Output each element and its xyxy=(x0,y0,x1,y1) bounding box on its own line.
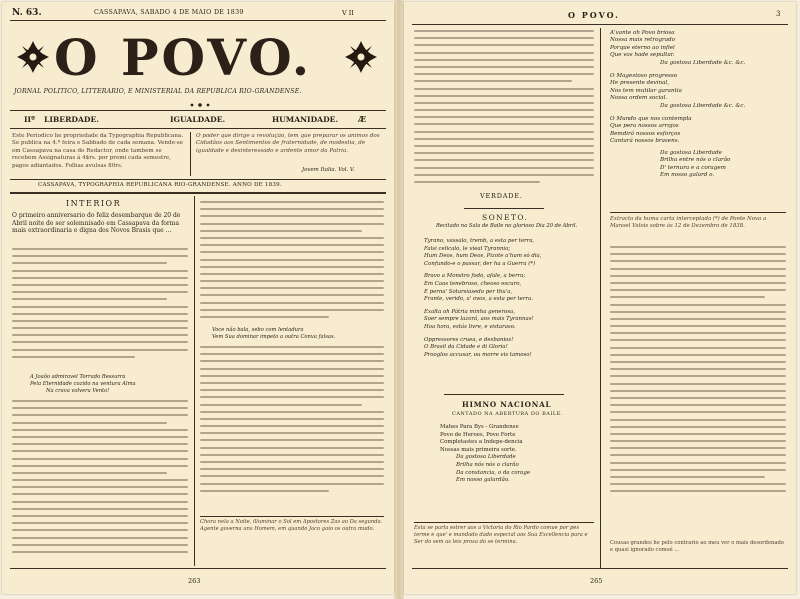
hymn-subtitle: CANTADO NA ABERTURA DO BAILE. xyxy=(452,411,563,417)
imprint-line: CASSAPAVA, TYPOGRAPHIA REPUBLICANA RIO-GRANDENSE. ANNO DE 1839. xyxy=(38,182,282,188)
sonnet-line: E perna' Sotarsiasedo per thu'a, xyxy=(424,288,513,295)
footnote: Chora nela a Noite, illuminar o Sol em Apostores Zas ao Da segunda. Agente governa uns Homem, em quando Jaco gaio os outra mudo. xyxy=(200,519,383,532)
section-title-interior: INTERIOR xyxy=(66,199,122,208)
lead-paragraph: O primeiro anniversario do feliz desembarque de 20 de Abril noite de ser solemnisado em Cassapava da forma mais extraordinaria e digna dos Novos Brasis que ... xyxy=(12,212,181,235)
book-gutter xyxy=(394,0,404,599)
sonnet-line: Hoa hora, estás livre, e vistaraso. xyxy=(424,323,516,330)
sonnet-line: Exalta oh Pátria minha generosa, xyxy=(424,308,515,315)
motto-equality: IGUALDADE. xyxy=(170,115,226,124)
verse-line: Voce não bala, sebo com lentadura xyxy=(212,327,304,333)
epigraph: O poder que dirige a revolução, tem que preparar os animos dos Cidadãos aos Sentimentos de fraternidade, de modestia, de igualdade e desinteressado e ardente amor da Patria. xyxy=(196,133,380,154)
body-text-block xyxy=(200,201,384,323)
ode-line: Cantará nossos brasens. xyxy=(610,138,680,145)
hymn-line: Brilha nós nós o clarão xyxy=(456,461,519,468)
sonnet-line: Frante, verido, a' ovos, a esta per terra. xyxy=(424,296,533,303)
masthead-subtitle: JORNAL POLITICO, LITTERARIO, E MINISTERIAL DA REPUBLICA RIO-GRANDENSE. xyxy=(14,88,302,95)
ode-line: Nos tem mutilar garantia xyxy=(610,87,682,94)
body-text-block xyxy=(12,248,188,363)
ode-line: Da gostosa Liberdade xyxy=(660,149,722,156)
ode-line: He presente devinal, xyxy=(610,80,669,87)
sonnet-line: O Brasil da Cidade e di Gloria! xyxy=(424,344,508,351)
hymn-line: Em nosso galardão. xyxy=(456,477,510,484)
body-text-block xyxy=(12,400,188,558)
sonnet-body xyxy=(424,238,594,359)
ode-refrain: Da gostosa Liberdade &c. &c. xyxy=(660,59,746,66)
letter-intro: Extracto da huma carta interceptada (*) de Ponte Nova a Manoel Valois sobre ás 12 de Dezembro de 1838. xyxy=(610,216,767,230)
hymn-line: Nossas mais primeira sorte. xyxy=(440,446,517,453)
volume-number: V II xyxy=(342,9,354,17)
page-number: 265 xyxy=(590,577,603,585)
right-page xyxy=(404,2,796,594)
verse-line: Na crava volvera Vento! xyxy=(46,388,110,394)
sonnet-line: Oppressores cruea, e desbanios! xyxy=(424,336,514,343)
ode-line: Que vos hade sepultar. xyxy=(610,52,675,59)
page-mark: 3 xyxy=(776,10,781,18)
sonnet-line: Hum Deos, hum Deos, Pizote a'hum só dia, xyxy=(424,253,542,260)
ode-line: Brilha entre nós o clarão xyxy=(660,157,731,164)
hymn-body xyxy=(440,424,590,485)
running-header: O POVO. xyxy=(568,10,620,20)
left-page xyxy=(2,2,394,594)
motto-liberty: LIBERDADE. xyxy=(44,115,99,124)
hymn-line: Completastes a Indepe-dencia xyxy=(440,439,523,446)
ornament-dots-icon xyxy=(188,101,212,109)
ode-line: Nossa mais retrogrado xyxy=(610,37,676,44)
hymn-line: Da constancia, o da corage xyxy=(456,469,531,476)
ode-line: A'vante oh Povo briosa xyxy=(610,30,675,36)
sonnet-line: Falsi celicalo, le vieal Tyrannia; xyxy=(424,245,511,252)
sonnet-subtitle: Recitado na Sala de Baile no glorioso Dia 20 de Abril. xyxy=(436,223,578,229)
hymn-title: HIMNO NACIONAL xyxy=(462,400,552,409)
letter-footnote: Cousas grandes he pelo contrario ao meu ver o mais desordenado e quasi ignorado comoé ... xyxy=(610,540,784,553)
hymn-line: Povo de Heroes, Povo Forte xyxy=(440,431,516,438)
ode-line: O Mundo que nos contempla xyxy=(610,116,692,123)
sonnet-line: Soer sempre lazorá, aos mais Tyrannas! xyxy=(424,316,534,323)
ode-line: Bemdirá nossos esforços xyxy=(610,130,681,137)
ornament-star-icon xyxy=(16,40,50,74)
ode-line: D' ternura e a coragem xyxy=(660,164,726,171)
ode-line: Porque eterno ao infiel xyxy=(610,44,675,51)
hymn-line: Da gostosa Liberdade xyxy=(456,454,516,461)
motto-humanity: HUMANIDADE. xyxy=(272,115,339,124)
hymn-line: Mahes Para Bys - Grandense xyxy=(440,424,519,430)
ode-stanza xyxy=(610,30,786,179)
sonnet-line: Bravo a Monstro fodo, afale, a berra; xyxy=(424,273,526,280)
verse-line: Vem Sua dominar impeto a outra Conva falsas. xyxy=(212,334,336,340)
dateline: CASSAPAVA, SABADO 4 DE MAIO DE 1839 xyxy=(94,9,244,16)
masthead-title: O POVO. xyxy=(54,28,313,87)
sonnet-title: SONETO. xyxy=(482,213,529,222)
verse-line: A Joaõo admiravel Torrado Ressurra xyxy=(30,374,126,380)
sonnet-line: Confundo-e o passar, der ha a Guerra (*) xyxy=(424,260,536,267)
body-text-block xyxy=(200,346,384,497)
signature-verdade: VERDADE. xyxy=(480,192,523,200)
motto-mark: Æ xyxy=(358,114,367,124)
sonnet-line: Prooglos accusar, ou morre vis tamoso! xyxy=(424,351,532,358)
sonnet-line: Tyrano, vassalo, tremb, a esta per terra, xyxy=(424,238,535,244)
body-text-block xyxy=(414,30,594,188)
ode-line: Nossa ordem social. xyxy=(610,95,668,102)
subscription-notice: Este Periodico he propriedade da Typographia Republicana. Se publica na 4.ª feira e Sabbado de cada semana. Vende-se em Cassapava na casa do Redactor, onde tambem se recebem Assignaturas á 4$rs. por premi cada semestre, pagos adiantados. Folhas avulsas 80rs. xyxy=(12,133,184,169)
epigraph-attribution: Jovem Italia. Vol. V. xyxy=(302,167,355,173)
motto-numeral: IIº xyxy=(24,115,35,124)
ode-line: O Magestoso progresso xyxy=(610,73,678,80)
ode-line: Que pera nossos arrojos xyxy=(610,123,679,130)
issue-number: N. 63. xyxy=(12,8,42,18)
sonnet-footnote: Esta se parla estrer aos a Victoria do Rio Pardo comue por pés terme e que' e mandado dado especial aos Sua Excellencia para e Ser do sem as leis prosa do se termina. xyxy=(414,525,588,545)
body-text-block xyxy=(610,246,786,498)
verse-line: Pela Eternidade cozido na ventura Alma xyxy=(30,381,136,387)
ode-line: Em nosso galard o. xyxy=(660,171,715,178)
sonnet-line: Em Caos tenebroso, cheoso escuro, xyxy=(424,280,522,287)
ode-refrain: Da gostosa Liberdade &c. &c. xyxy=(660,102,746,109)
ornament-star-icon xyxy=(344,40,378,74)
page-number: 263 xyxy=(188,577,201,585)
